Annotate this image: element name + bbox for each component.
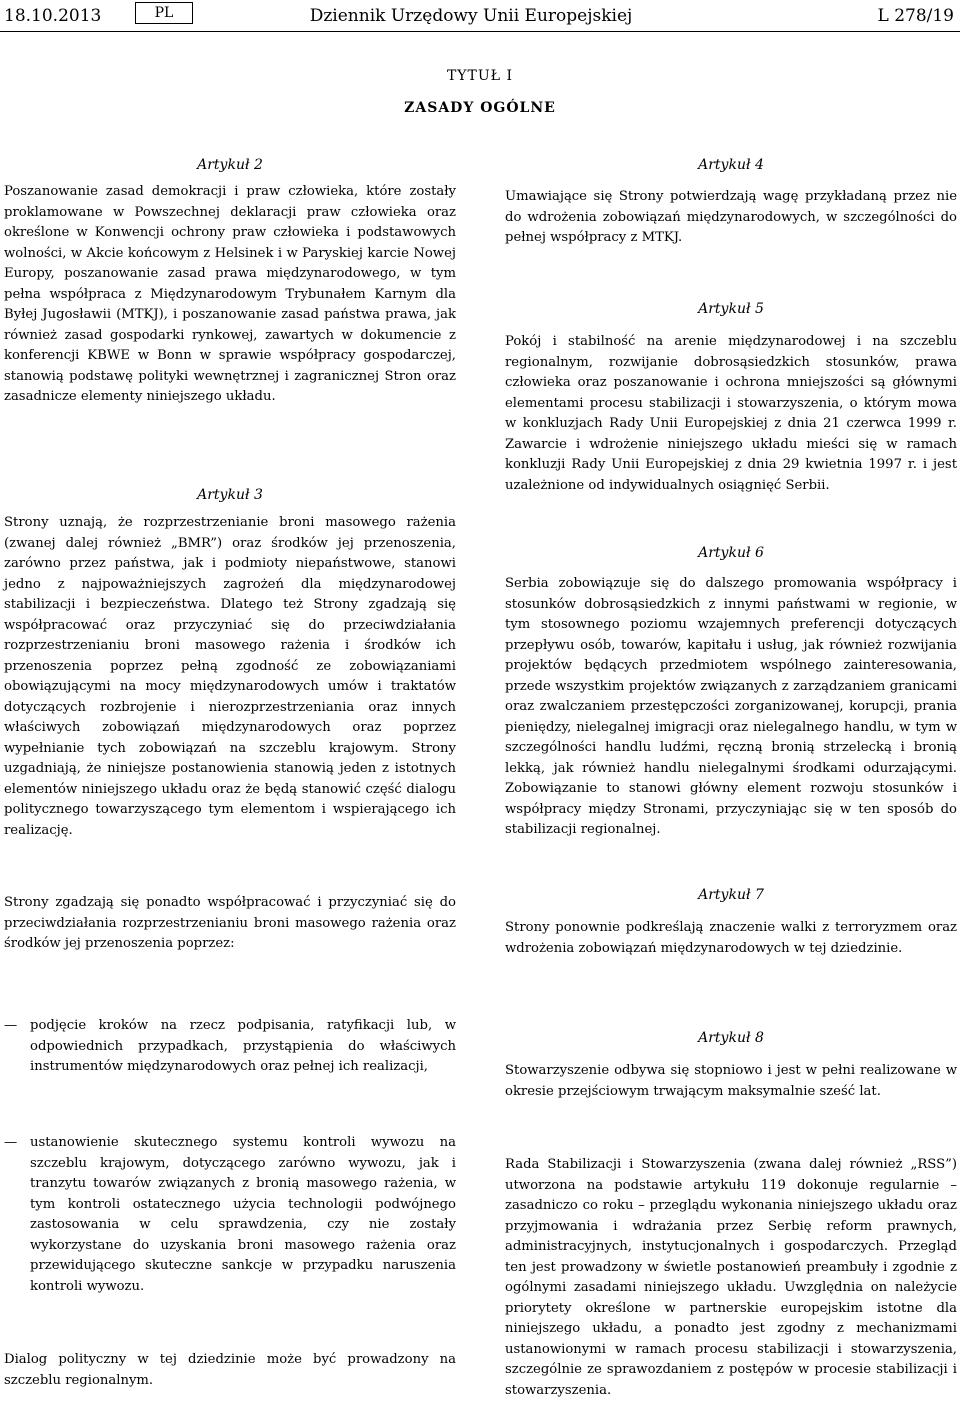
- article-4-heading: Artykuł 4: [698, 157, 764, 173]
- dash-item-2: [4, 1133, 456, 1297]
- paragraph-cooperation: Strony zgadzają się ponadto współpracować i przyczyniać się do przeciwdziałania rozprzestrzenianiu broni masowego rażenia oraz środków jej przenoszenia poprzez:: [4, 895, 456, 951]
- article-3-text: Strony uznają, że rozprzestrzenianie broni masowego rażenia (zwanej dalej również „BMR”) oraz środków jej przenoszenia, zarówno przez państwa, jak i podmioty niepaństwowe, stanowi jedno z najpoważniejszych zagrożeń dla międzynarodowej stabilizacji i bezpieczeństwa. Dlatego też Strony zgadzają się współpracować oraz przyczyniać się do przeciwdziałania rozprzestrzenianiu broni masowego rażenia i środków ich przenoszenia poprzez pełną zgodność ze zobowiązaniami obowiązującymi na mocy międzynarodowych umów i traktatów dotyczących rozbrojenie i nierozprzestrzeniania oraz innych właściwych zobowiązań międzynarodowych oraz poprzez wypełnianie tych zobowiązań na szczeblu krajowym. Strony uzgadniają, że niniejsze postanowienia stanowią jeden z istotnych elementów niniejszego układu oraz że będą stanowić część dialogu politycznego towarzyszącego tym elementom i wspierającego ich realizację.: [4, 515, 456, 838]
- paragraph-dialog: Dialog polityczny w tej dziedzinie może być prowadzony na szczeblu regionalnym.: [4, 1352, 456, 1388]
- page-reference: L 278/19: [877, 6, 954, 26]
- dash-item-1-text: podjęcie kroków na rzecz podpisania, ratyfikacji lub, w odpowiednich przypadkach, przystąpienia do właściwych instrumentów międzynarodowych oraz pełnej ich realizacji,: [30, 1018, 456, 1074]
- article-5-heading: Artykuł 5: [698, 301, 764, 317]
- article-4-text: Umawiające się Strony potwierdzają wagę przykładaną przez nie do wdrożenia zobowiązań międzynarodowych, w szczególności do pełnej współpracy z MTKJ.: [505, 189, 957, 245]
- journal-header: [0, 2, 960, 32]
- article-2-text: Poszanowanie zasad demokracji i praw człowieka, które zostały proklamowane w Powszechnej deklaracji praw człowieka oraz określone w Konwencji ochrony praw człowieka i podstawowych wolności, w Akcie końcowym z Helsinek i w Paryskiej karcie Nowej Europy, poszanowanie zasad prawa międzynarodowego, w tym pełna współpraca z Międzynarodowym Trybunałem Karnym dla Byłej Jugosławii (MTKJ), i poszanowanie zasad państwa prawa, jak również zasad gospodarki rynkowej, zawartych w dokumencie z konferencji KBWE w Bonn w sprawie współpracy gospodarczej, stanowią podstawę polityki wewnętrznej i zagranicznej Stron oraz zasadnicze elementy niniejszego układu.: [4, 184, 456, 404]
- article-2-heading: Artykuł 2: [197, 157, 263, 173]
- dash-item-1: [4, 1016, 456, 1078]
- title-number: TYTUŁ I: [446, 68, 514, 84]
- title-heading: ZASADY OGÓLNE: [404, 100, 556, 116]
- header-rule: [0, 31, 960, 32]
- dash-mark: —: [4, 1018, 18, 1033]
- article-6-text: Serbia zobowiązuje się do dalszego promowania współpracy i stosunków dobrosąsiedzkich z innymi państwami w regionie, w tym stosownego poziomu wzajemnych preferencji dotyczących przepływu osób, towarów, kapitału i usług, jak również rozwijania projektów będących przedmiotem wspólnego zainteresowania, przede wszystkim projektów związanych z zarządzaniem granicami oraz zwalczaniem przestępczości zorganizowanej, korupcji, prania pieniędzy, nielegalnej imigracji oraz nielegalnego handlu, w tym w szczególności handlu ludźmi, ręczną bronią strzelecką i bronią lekką, jak również handlu nielegalnymi środkami odurzającymi. Zobowiązanie to stanowi główny element rozwoju stosunków i współpracy między Stronami, przyczyniając się w ten sposób do stabilizacji regionalnej.: [505, 576, 957, 837]
- article-7-text: Strony ponownie podkreślają znaczenie walki z terroryzmem oraz wdrożenia zobowiązań międzynarodowych w tej dziedzinie.: [505, 920, 957, 956]
- article-7-heading: Artykuł 7: [698, 887, 764, 903]
- language-box: PL: [135, 2, 193, 24]
- article-6-heading: Artykuł 6: [698, 545, 764, 561]
- article-3-heading: Artykuł 3: [197, 487, 263, 503]
- dash-item-2-text: ustanowienie skutecznego systemu kontroli wywozu na szczeblu krajowym, dotyczącego zarówno wywozu, jak i tranzytu towarów związanych z bronią masowego rażenia, w tym kontroli ostatecznego użycia technologii podwójnego zastosowania w celu sprawdzenia, czy nie zostały wykorzystane do uzyskania broni masowego rażenia oraz przewidującego skuteczne sankcje w przypadku naruszenia kontroli wywozu.: [30, 1135, 456, 1294]
- publication-date: 18.10.2013: [4, 6, 102, 26]
- article-8-text: Stowarzyszenie odbywa się stopniowo i jest w pełni realizowane w okresie przejściowym trwającym maksymalnie sześć lat.: [505, 1063, 957, 1099]
- article-8-heading: Artykuł 8: [698, 1030, 764, 1046]
- journal-title: Dziennik Urzędowy Unii Europejskiej: [309, 6, 633, 26]
- article-5-text: Pokój i stabilność na arenie międzynarodowej i na szczeblu regionalnym, rozwijanie dobrosąsiedzkich stosunków, prawa człowieka oraz poszanowanie i ochrona mniejszości są głównymi elementami procesu stabilizacji i stowarzyszenia, o którym mowa w konkluzjach Rady Unii Europejskiej z dnia 21 czerwca 1999 r. Zawarcie i wdrożenie niniejszego układu mieści się w ramach konkluzji Rady Unii Europejskiej z dnia 29 kwietnia 1997 r. i jest uzależnione od indywidualnych osiągnięć Serbii.: [505, 334, 957, 493]
- paragraph-council: Rada Stabilizacji i Stowarzyszenia (zwana dalej również „RSS”) utworzona na podstawie artykułu 119 dokonuje regularnie – zasadniczo co roku – przeglądu wykonania niniejszego układu oraz przyjmowania i wdrażania przez Serbię reform prawnych, administracyjnych, instytucjonalnych i gospodarczych. Przegląd ten jest prowadzony w świetle postanowień preambuły i zgodnie z ogólnymi zasadami niniejszego układu. Uwzględnia on należycie priorytety określone w partnerskie europejskim istotne dla niniejszego układu, a ponadto jest zgodny z mechanizmami ustanowionymi w ramach procesu stabilizacji i stowarzyszenia, szczególnie ze sprawozdaniem z postępów w procesie stabilizacji i stowarzyszenia.: [505, 1157, 957, 1398]
- dash-mark: —: [4, 1135, 18, 1150]
